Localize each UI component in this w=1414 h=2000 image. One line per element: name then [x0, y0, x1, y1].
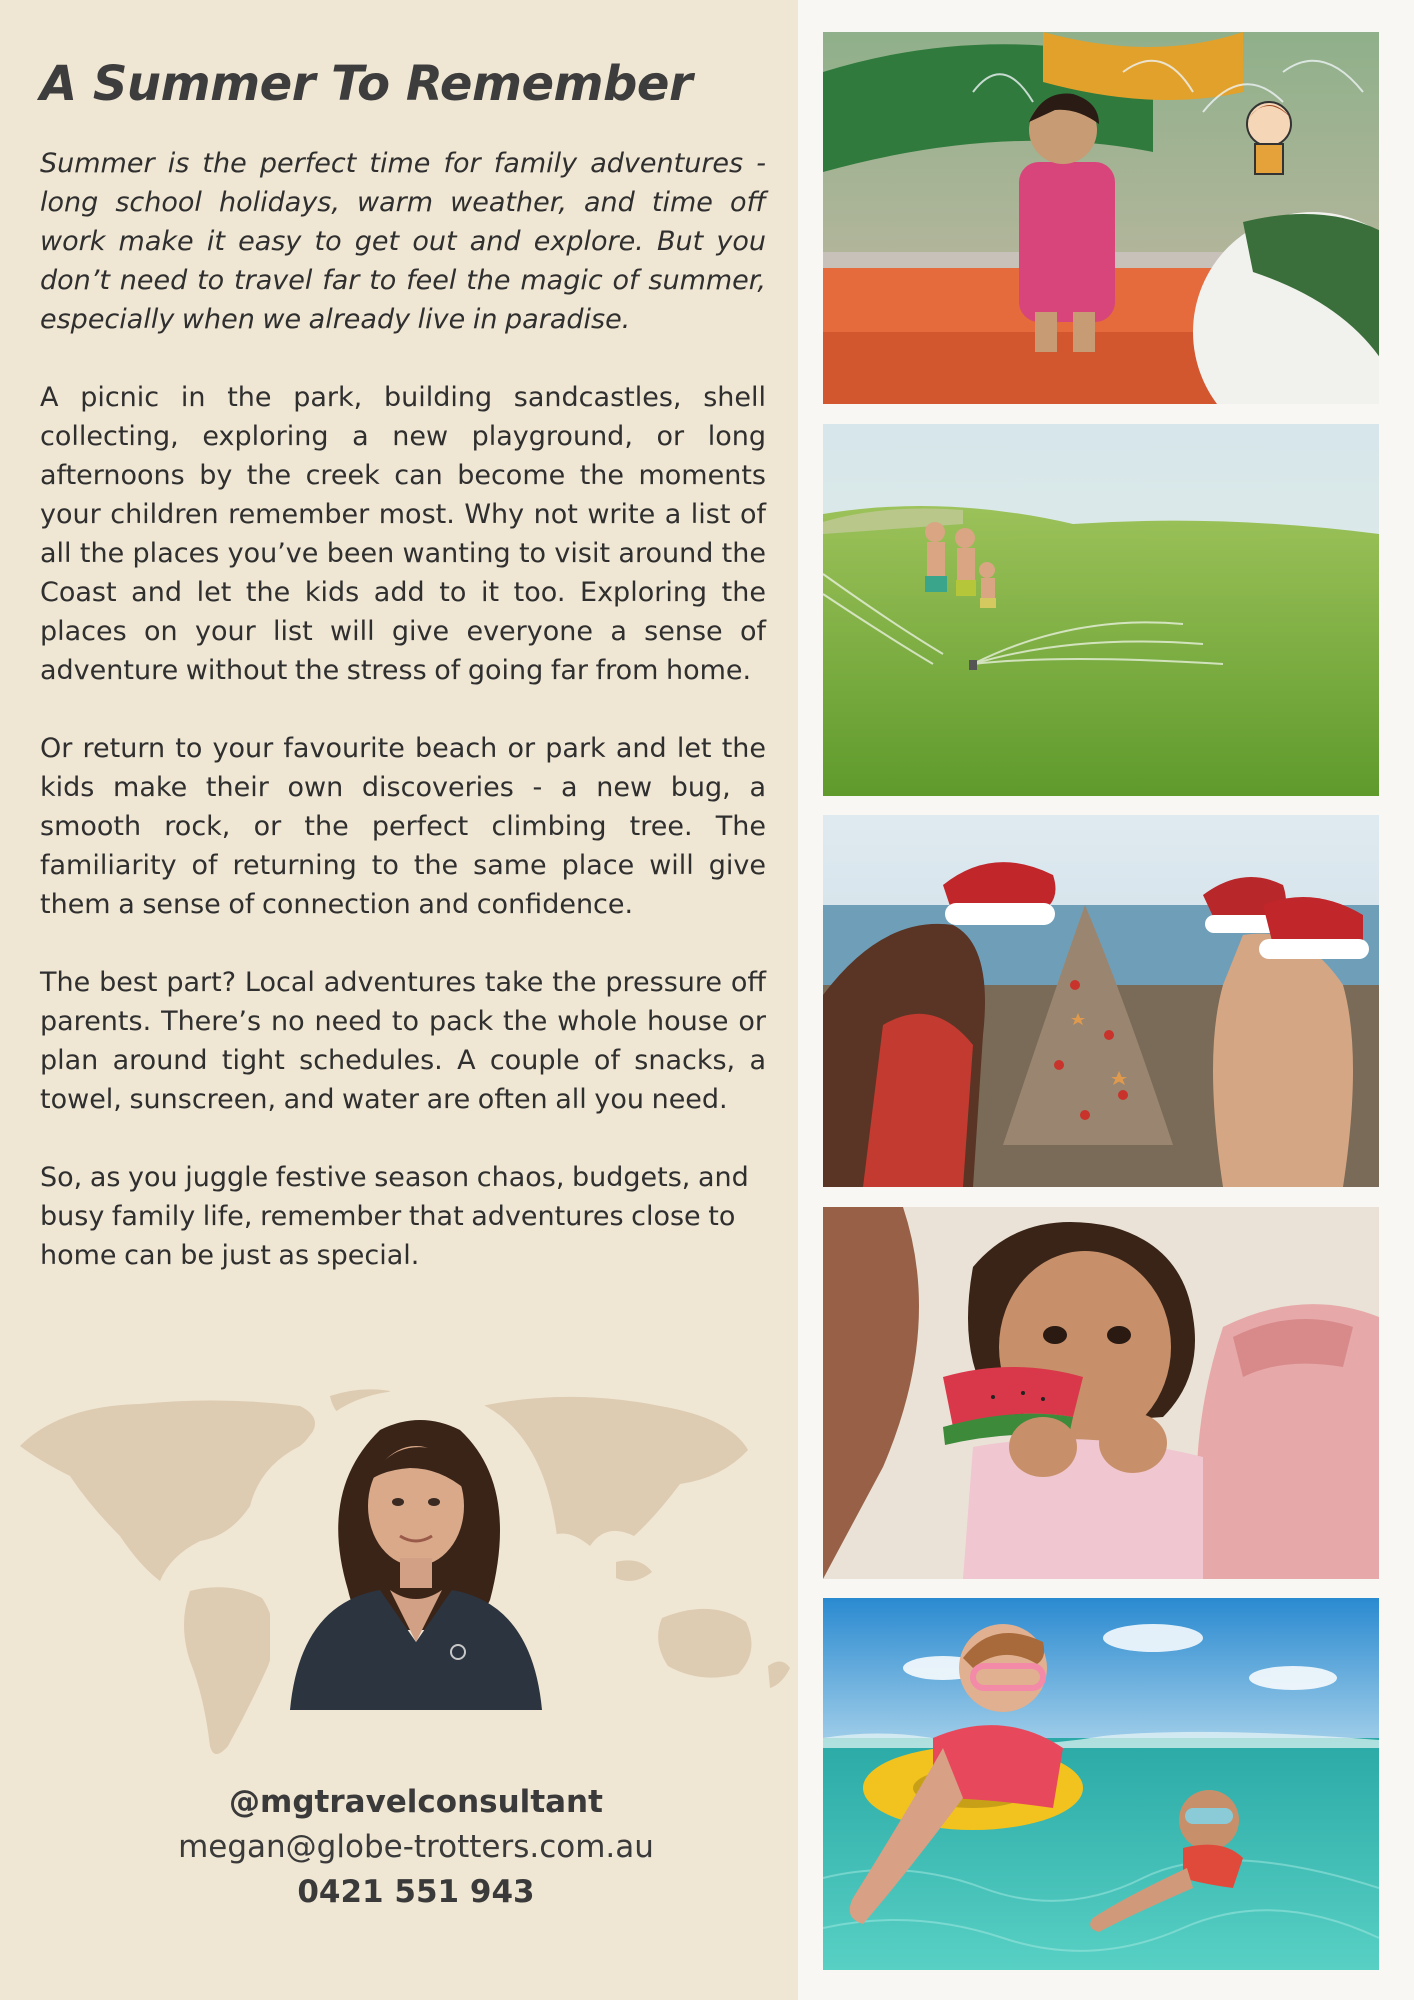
body-paragraph: The best part? Local adventures take the pressure off parents. There’s no need to pack the whole house or plan around tight schedules. A couple of snacks, a towel, sunscreen, and water are often all you need. [40, 967, 766, 1115]
phone-number[interactable]: 0421 551 943 [297, 1874, 535, 1910]
article-title: A Summer To Remember [40, 56, 693, 112]
intro-paragraph: Summer is the perfect time for family adventures - long school holidays, warm weather, and time off work make it easy to get out and explore. But you don’t need to travel far to feel the magic of summer, especially when we already live in paradise. [40, 148, 766, 335]
photo-sprinkler-field [823, 424, 1379, 796]
photo-splash-pad [823, 32, 1379, 404]
consultant-portrait-photo [270, 1390, 560, 1710]
email-address[interactable]: megan@globe-trotters.com.au [178, 1829, 654, 1865]
body-paragraph: A picnic in the park, building sandcastles, shell collecting, exploring a new playground, or long afternoons by the creek can become the moments your children remember most. Why not write a list of all the places you’ve been wanting to visit around the Coast and let the kids add to it too. Exploring the places on your list will give everyone a sense of adventure without the stress of going far from home. [40, 382, 766, 686]
photo-watermelon-toddler [823, 1207, 1379, 1579]
article-body [40, 144, 766, 1314]
social-handle[interactable]: @mgtravelconsultant [229, 1784, 603, 1820]
closing-paragraph: So, as you juggle festive season chaos, budgets, and busy family life, remember that adventures close to home can be just as special. [40, 1162, 749, 1271]
photo-pool-swimming [823, 1598, 1379, 1970]
photo-sandcastle-tree [823, 815, 1379, 1187]
contact-block [0, 1780, 798, 1915]
body-paragraph: Or return to your favourite beach or park and let the kids make their own discoveries - a new bug, a smooth rock, or the perfect climbing tree. The familiarity of returning to the same place will give them a sense of connection and confidence. [40, 733, 766, 920]
